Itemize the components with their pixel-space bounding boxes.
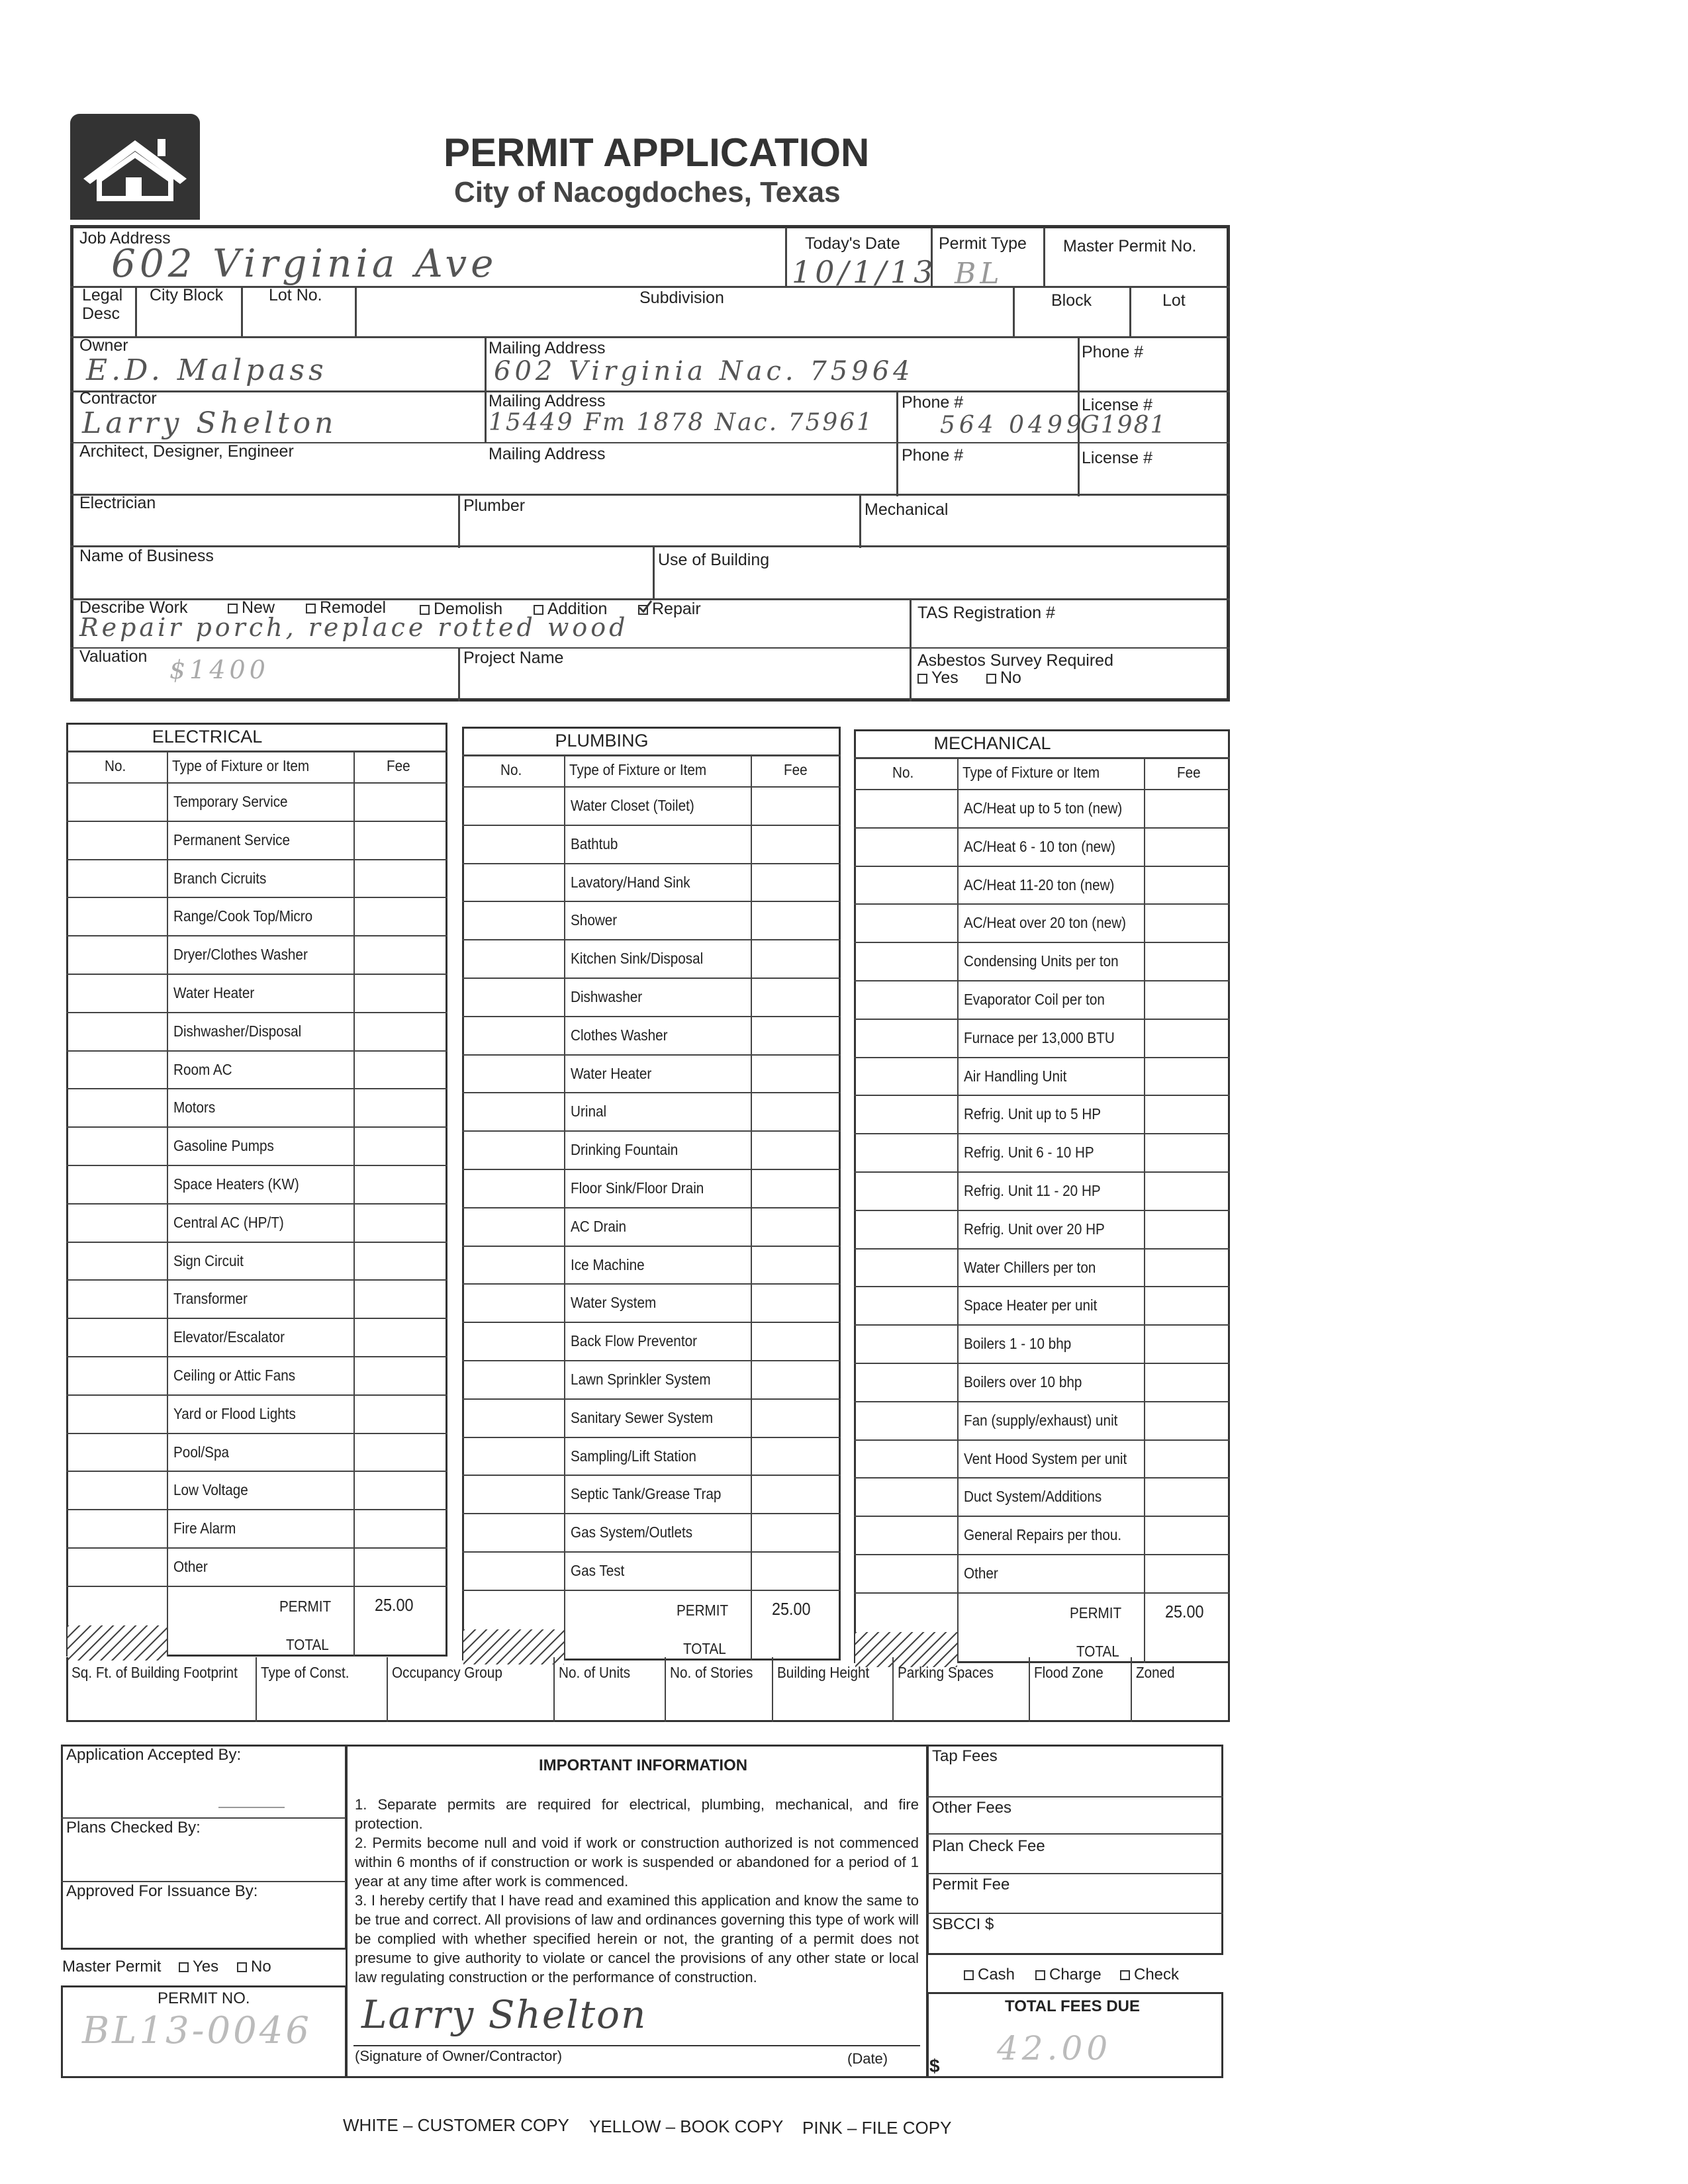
contractor-mailing-field[interactable]: 15449 Fm 1878 Nac. 75961 [489, 409, 874, 436]
no-of-stories-label: No. of Stories [670, 1664, 753, 1681]
plumbing-col-fee: Fee [784, 761, 808, 778]
plumbing-item-label: Gas Test [571, 1562, 625, 1579]
info-item-1: 1. Separate permits are required for electrical, plumbing, mechanical, and fire protection. [355, 1796, 919, 1832]
sq-ft-footprint-label: Sq. Ft. of Building Footprint [71, 1664, 238, 1681]
checkbox-icon [964, 1970, 974, 1980]
mechanical-title: MECHANICAL [933, 733, 1051, 753]
electrical-item-label: Branch Cicruits [173, 869, 267, 887]
mechanical-item-label: Other [964, 1565, 998, 1582]
yellow-copy-label: YELLOW – BOOK COPY [589, 2116, 784, 2136]
legal-desc-label: Legal Desc [82, 286, 123, 323]
plumbing-row[interactable] [462, 978, 841, 1016]
info-item-3: 3. I hereby certify that I have read and examined this application and know the same to be true and correct. All provisions of law and ordinances governing this type of work will be complied with whether specified herein or not, the granting of a permit does not presume to give authority to violate or cancel the provisions of any other state or local law regulating construction or the performance of construction. [355, 1892, 919, 1985]
mechanical-item-label: Refrig. Unit up to 5 HP [964, 1105, 1102, 1123]
electrical-item-label: Other [173, 1558, 208, 1575]
electrical-item-label: Central AC (HP/T) [173, 1213, 284, 1231]
contractor-mailing-label: Mailing Address [489, 392, 606, 410]
electrical-item-label: Sign Circuit [173, 1251, 244, 1269]
plumbing-item-label: Shower [571, 911, 618, 929]
plumbing-row[interactable] [462, 1551, 841, 1590]
plumbing-item-label: Water System [571, 1294, 657, 1312]
mechanical-item-label: AC/Heat over 20 ton (new) [964, 914, 1127, 932]
electrical-permit-label: PERMIT [279, 1597, 332, 1615]
master-permit-no-checkbox[interactable]: No [237, 1958, 271, 1976]
plumber-label: Plumber [463, 496, 526, 515]
plumbing-row[interactable] [462, 901, 841, 939]
mechanical-item-label: Water Chillers per ton [964, 1258, 1096, 1276]
plumbing-row[interactable] [462, 825, 841, 863]
owner-mailing-label: Mailing Address [489, 339, 606, 357]
sbcci-label: SBCCI $ [932, 1915, 994, 1933]
mechanical-item-label: Furnace per 13,000 BTU [964, 1028, 1115, 1046]
describe-work-field[interactable]: Repair porch, replace rotted wood [79, 613, 629, 642]
parking-spaces-label: Parking Spaces [898, 1664, 994, 1681]
electrical-item-label: Dryer/Clothes Washer [173, 946, 308, 964]
electrical-item-label: Elevator/Escalator [173, 1328, 285, 1346]
valuation-label: Valuation [79, 647, 148, 666]
checkbox-icon [986, 674, 996, 684]
accepted-by-label: Application Accepted By: [66, 1746, 242, 1764]
plumbing-item-label: Sampling/Lift Station [571, 1447, 696, 1465]
project-name-label: Project Name [463, 649, 564, 667]
plumbing-item-label: Sanitary Sewer System [571, 1408, 714, 1426]
mechanical-item-label: Air Handling Unit [964, 1067, 1067, 1085]
mechanical-item-label: Boilers 1 - 10 bhp [964, 1335, 1072, 1353]
info-item-2: 2. Permits become null and void if work or construction authorized is not commenced within 6 months of if construction or work is suspended or abandoned for a period of 1 year at any time after work is commenced. [355, 1835, 919, 1889]
plumbing-item-label: Kitchen Sink/Disposal [571, 950, 704, 968]
electrical-item-label: Low Voltage [173, 1481, 248, 1499]
architect-mailing-label: Mailing Address [489, 445, 606, 463]
plans-checked-label: Plans Checked By: [66, 1819, 201, 1837]
pay-check-checkbox[interactable]: Check [1120, 1966, 1179, 1984]
mechanical-item-label: Refrig. Unit 6 - 10 HP [964, 1144, 1094, 1161]
electrical-item-label: Transformer [173, 1290, 248, 1308]
checkbox-icon [237, 1962, 247, 1972]
mechanical-item-label: Vent Hood System per unit [964, 1449, 1127, 1467]
job-address-field[interactable]: 602 Virginia Ave [111, 241, 498, 286]
electrical-col-type: Type of Fixture or Item [172, 757, 310, 774]
describe-work-label: Describe Work [79, 598, 188, 617]
dollar-sign: $ [929, 2056, 940, 2076]
contractor-license-label: License # [1082, 396, 1153, 414]
mechanical-item-label: General Repairs per thou. [964, 1526, 1122, 1544]
mechanical-col-type: Type of Fixture or Item [962, 764, 1100, 781]
mechanical-item-label: Boilers over 10 bhp [964, 1373, 1082, 1390]
permit-type-label: Permit Type [939, 234, 1027, 253]
todays-date-field[interactable]: 10/1/13 [792, 254, 937, 290]
total-fees-label: TOTAL FEES DUE [1005, 1997, 1141, 2015]
electrical-total-label: TOTAL [286, 1635, 329, 1653]
electrical-row[interactable] [66, 1279, 447, 1318]
mechanical-total-label: TOTAL [1076, 1642, 1119, 1660]
asbestos-yes-checkbox[interactable]: Yes [917, 668, 959, 688]
plumbing-item-label: AC Drain [571, 1217, 626, 1235]
electrical-col-no: No. [105, 757, 126, 774]
mechanical-row[interactable] [854, 1554, 1230, 1592]
plumbing-row[interactable] [462, 1246, 841, 1284]
electrical-row[interactable] [66, 1547, 447, 1586]
electrical-item-label: Ceiling or Attic Fans [173, 1367, 296, 1384]
mechanical-item-label: Fan (supply/exhaust) unit [964, 1411, 1118, 1429]
owner-field[interactable]: E.D. Malpass [86, 353, 328, 387]
plumbing-permit-value: 25.00 [772, 1598, 811, 1619]
pay-charge-checkbox[interactable]: Charge [1035, 1966, 1102, 1984]
mechanical-label: Mechanical [865, 500, 949, 519]
lot-no-label: Lot No. [269, 286, 322, 304]
electrical-item-label: Temporary Service [173, 793, 288, 810]
mechanical-item-label: AC/Heat 11-20 ton (new) [964, 876, 1115, 893]
electrician-label: Electrician [79, 494, 156, 512]
electrical-item-label: Range/Cook Top/Micro [173, 907, 313, 925]
work-option-new[interactable]: New [228, 598, 275, 617]
contractor-label: Contractor [79, 389, 157, 408]
electrical-row[interactable] [66, 1471, 447, 1509]
signature-label: (Signature of Owner/Contractor) [355, 2048, 563, 2064]
master-permit-yes-checkbox[interactable]: Yes [179, 1958, 218, 1976]
important-info-title: IMPORTANT INFORMATION [539, 1756, 748, 1774]
electrical-row[interactable] [66, 974, 447, 1012]
plumbing-col-type: Type of Fixture or Item [569, 761, 707, 778]
white-copy-label: WHITE – CUSTOMER COPY [343, 2115, 569, 2135]
owner-mailing-field[interactable]: 602 Virginia Nac. 75964 [494, 356, 914, 387]
plumbing-item-label: Clothes Washer [571, 1026, 668, 1044]
form-subtitle: City of Nacogdoches, Texas [454, 176, 841, 208]
electrical-item-label: Fire Alarm [173, 1520, 236, 1537]
pay-cash-checkbox[interactable]: Cash [964, 1966, 1015, 1984]
plumbing-row[interactable] [462, 1092, 841, 1130]
plumbing-item-label: Urinal [571, 1103, 607, 1120]
asbestos-label: Asbestos Survey Required [917, 651, 1113, 670]
electrical-item-label: Permanent Service [173, 831, 291, 848]
electrical-item-label: Dishwasher/Disposal [173, 1022, 302, 1040]
electrical-item-label: Pool/Spa [173, 1443, 230, 1461]
tas-registration-label: TAS Registration # [917, 604, 1055, 622]
work-option-repair[interactable]: Repair [638, 600, 701, 619]
electrical-item-label: Space Heaters (KW) [173, 1175, 299, 1193]
owner-label: Owner [79, 336, 128, 355]
electrical-row[interactable] [66, 1242, 447, 1280]
work-option-addition[interactable]: Addition [534, 600, 607, 619]
block-label: Block [1051, 291, 1092, 310]
electrical-item-label: Gasoline Pumps [173, 1137, 274, 1155]
work-option-demolish[interactable]: Demolish [420, 600, 502, 619]
permit-no-field[interactable]: BL13-0046 [82, 2009, 312, 2052]
plumbing-col-no: No. [500, 761, 522, 778]
flood-zone-label: Flood Zone [1034, 1664, 1103, 1681]
use-of-building-label: Use of Building [658, 551, 770, 569]
electrical-item-label: Room AC [173, 1060, 232, 1078]
asbestos-no-checkbox[interactable]: No [986, 668, 1021, 688]
mechanical-col-no: No. [892, 764, 914, 781]
owner-phone-label: Phone # [1082, 343, 1144, 361]
mechanical-item-label: Duct System/Additions [964, 1488, 1102, 1506]
contractor-field[interactable]: Larry Shelton [82, 406, 338, 440]
approval-panel [61, 1745, 347, 1950]
electrical-row[interactable] [66, 1509, 447, 1547]
job-address-label: Job Address [79, 229, 171, 248]
type-of-const-label: Type of Const. [261, 1664, 350, 1681]
plumbing-item-label: Ice Machine [571, 1255, 645, 1273]
plumbing-item-label: Lawn Sprinkler System [571, 1371, 711, 1388]
plumbing-item-label: Dishwasher [571, 988, 643, 1005]
plumbing-item-label: Water Closet (Toilet) [571, 797, 694, 814]
city-block-label: City Block [150, 286, 224, 304]
mechanical-item-label: Condensing Units per ton [964, 952, 1119, 970]
plan-check-fee-label: Plan Check Fee [932, 1837, 1045, 1855]
mechanical-col-fee: Fee [1177, 764, 1201, 781]
occupancy-group-label: Occupancy Group [392, 1664, 502, 1681]
pink-copy-label: PINK – FILE COPY [802, 2118, 952, 2138]
date-label: (Date) [847, 2050, 888, 2067]
no-of-units-label: No. of Units [559, 1664, 631, 1681]
checkbox-icon [1035, 1970, 1045, 1980]
electrical-item-label: Motors [173, 1099, 216, 1116]
plumbing-item-label: Septic Tank/Grease Trap [571, 1485, 722, 1503]
lot-label: Lot [1162, 291, 1186, 310]
plumbing-item-label: Water Heater [571, 1064, 652, 1082]
tap-fees-label: Tap Fees [932, 1747, 998, 1765]
mechanical-item-label: Space Heater per unit [964, 1297, 1098, 1314]
electrical-row[interactable] [66, 1088, 447, 1126]
business-label: Name of Business [79, 547, 214, 565]
permit-no-label: PERMIT NO. [158, 1989, 250, 2007]
electrical-col-fee: Fee [387, 757, 410, 774]
electrical-title: ELECTRICAL [152, 727, 263, 747]
mechanical-item-label: Refrig. Unit over 20 HP [964, 1220, 1105, 1238]
plumbing-item-label: Bathtub [571, 835, 618, 852]
permit-type-field[interactable]: BL [955, 257, 1004, 291]
architect-license-label: License # [1082, 449, 1153, 467]
master-permit-label: Master Permit No. [1063, 237, 1197, 255]
architect-phone-label: Phone # [902, 446, 964, 465]
plumbing-item-label: Drinking Fountain [571, 1141, 679, 1159]
checkbox-icon [917, 674, 927, 684]
subdivision-label: Subdivision [639, 289, 724, 307]
mechanical-permit-value: 25.00 [1165, 1601, 1204, 1621]
mechanical-permit-label: PERMIT [1070, 1604, 1122, 1621]
electrical-item-label: Water Heater [173, 984, 255, 1001]
zoned-label: Zoned [1136, 1664, 1175, 1681]
info-text [355, 1795, 919, 1987]
signature-field[interactable]: Larry Shelton [361, 1992, 647, 2037]
plumbing-item-label: Floor Sink/Floor Drain [571, 1179, 704, 1197]
checkbox-icon [1120, 1970, 1130, 1980]
plumbing-permit-label: PERMIT [677, 1601, 729, 1619]
electrical-row[interactable] [66, 1050, 447, 1089]
total-fees-field[interactable]: 42.00 [997, 2029, 1112, 2068]
permit-fee-label: Permit Fee [932, 1876, 1010, 1893]
other-fees-label: Other Fees [932, 1799, 1012, 1817]
electrical-hatch [68, 1625, 167, 1661]
form-title: PERMIT APPLICATION [444, 130, 870, 175]
checkbox-icon [228, 604, 238, 614]
checkbox-checked-icon [638, 605, 648, 615]
contractor-phone-field[interactable]: 564 0499 [940, 412, 1086, 439]
master-permit-label: Master Permit [62, 1958, 162, 1976]
building-height-label: Building Height [777, 1664, 870, 1681]
electrical-row[interactable] [66, 1433, 447, 1471]
mechanical-item-label: Evaporator Coil per ton [964, 991, 1105, 1008]
valuation-field[interactable]: $1400 [169, 655, 269, 684]
plumbing-total-label: TOTAL [683, 1639, 726, 1657]
electrical-item-label: Yard or Flood Lights [173, 1404, 296, 1422]
plumbing-item-label: Lavatory/Hand Sink [571, 873, 690, 891]
contractor-phone-label: Phone # [902, 393, 964, 412]
electrical-permit-value: 25.00 [375, 1594, 414, 1615]
todays-date-label: Today's Date [805, 234, 900, 253]
plumbing-row[interactable] [462, 1207, 841, 1246]
checkbox-icon [179, 1962, 189, 1972]
mechanical-item-label: AC/Heat up to 5 ton (new) [964, 799, 1123, 817]
architect-label: Architect, Designer, Engineer [79, 442, 294, 461]
plumbing-title: PLUMBING [555, 731, 649, 751]
house-logo-icon [70, 114, 200, 220]
mechanical-item-label: Refrig. Unit 11 - 20 HP [964, 1182, 1101, 1199]
checkbox-icon [306, 604, 316, 614]
contractor-license-field[interactable]: G1981 [1080, 412, 1167, 439]
mechanical-item-label: AC/Heat 6 - 10 ton (new) [964, 837, 1115, 855]
plumbing-item-label: Gas System/Outlets [571, 1524, 693, 1541]
plumbing-item-label: Back Flow Preventor [571, 1332, 697, 1350]
approved-issuance-label: Approved For Issuance By: [66, 1882, 258, 1900]
work-option-remodel[interactable]: Remodel [306, 598, 386, 617]
